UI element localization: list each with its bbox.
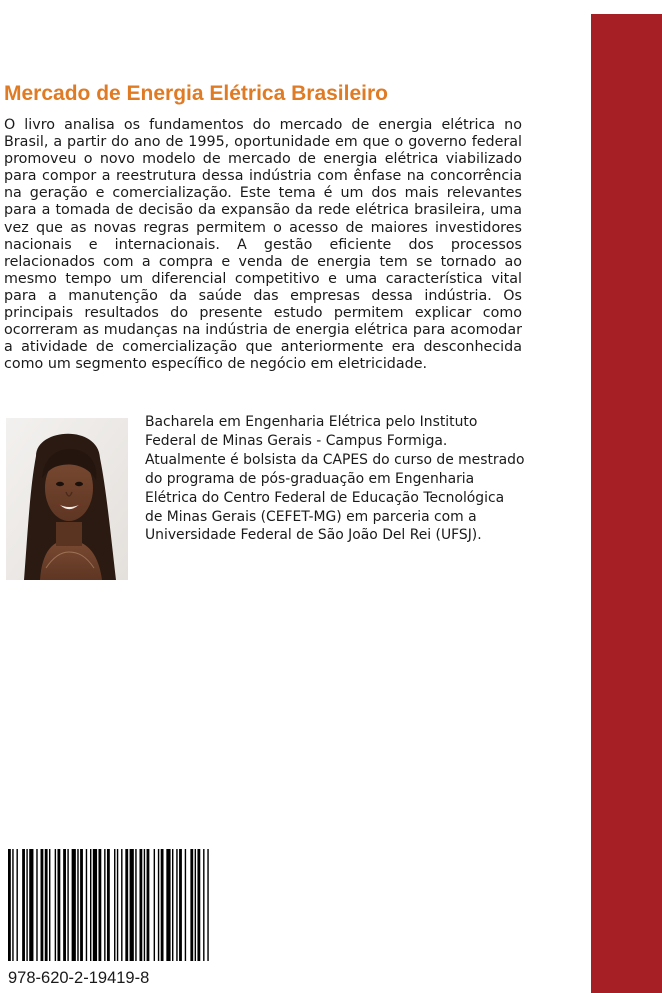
barcode-bar — [29, 849, 33, 961]
barcode-bar — [22, 849, 25, 961]
barcode-bar — [125, 849, 128, 961]
barcode-bar — [135, 849, 136, 961]
barcode-bar — [158, 849, 159, 961]
barcode-bar — [63, 849, 66, 961]
barcode-bar — [57, 849, 60, 961]
barcode-bar — [104, 849, 105, 961]
book-description: O livro analisa os fundamentos do mercado de energia elétrica no Brasil, a partir do ano de 1995, oportunidade em que o governo federal promoveu o novo modelo de mercado de energia elétrica viabilizado para compor a reestrutura dessa indústria com ênfase na concorrência na geração e comercialização. Este tema é um dos mais relevantes para a tomada de decisão da expansão da rede elétrica brasileira, uma vez que as novas regras permitem o acesso de maiores investidores nacionais e internacionais. A gestão eficiente dos processos relacionados com a compra e venda de energia tem se tornado ao mesmo tempo um diferencial competitivo e uma característica vital para a manutenção da saúde das empresas dessa indústria. Os principais resultados do presente estudo permitem explicar como ocorreram as mudanças na indústria de energia elétrica para acomodar a atividade de comercialização que anteriormente era desconhecida como um segmento específico de negócio em eletricidade. — [4, 117, 522, 373]
isbn-barcode — [8, 849, 213, 961]
barcode-bar — [12, 849, 13, 961]
barcode-bar — [203, 849, 204, 961]
barcode-bar — [90, 849, 91, 961]
barcode-bar — [139, 849, 142, 961]
barcode-bar — [8, 849, 11, 961]
barcode-bar — [147, 849, 150, 961]
author-photo — [6, 418, 128, 580]
barcode-bar — [179, 849, 182, 961]
barcode-bar — [195, 849, 196, 961]
barcode-bar — [117, 849, 118, 961]
barcode-bar — [114, 849, 115, 961]
barcode-bar — [144, 849, 145, 961]
barcode-bar — [197, 849, 200, 961]
barcode-bar — [80, 849, 83, 961]
barcode-bar — [45, 849, 48, 961]
barcode-bar — [154, 849, 155, 961]
author-bio: Bacharela em Engenharia Elétrica pelo Instituto Federal de Minas Gerais - Campus Formiga. Atualmente é bolsista da CAPES do curso de mestrado do programa de pós-graduação em Engenharia Elétrica do Centro Federal de Educação Tecnológica de Minas Gerais (CEFET-MG) em parceria com a Universidade Federal de São João Del Rei (UFSJ). — [145, 414, 525, 544]
barcode-bar — [16, 849, 17, 961]
spine-band — [591, 14, 662, 993]
top-margin — [0, 0, 662, 14]
barcode-bar — [77, 849, 78, 961]
barcode-bar — [207, 849, 208, 961]
barcode-bar — [93, 849, 97, 961]
barcode-bar — [172, 849, 173, 961]
barcode-bar — [190, 849, 193, 961]
book-title: Mercado de Energia Elétrica Brasileiro — [4, 82, 388, 105]
barcode-bar — [176, 849, 177, 961]
barcode-bar — [107, 849, 110, 961]
barcode-bar — [185, 849, 186, 961]
barcode-bar — [36, 849, 37, 961]
barcode-bar — [161, 849, 164, 961]
barcode-bar — [130, 849, 134, 961]
isbn-number: 978-620-2-19419-8 — [8, 969, 150, 987]
barcode-bar — [67, 849, 68, 961]
barcode-bar — [26, 849, 27, 961]
barcode-bar — [98, 849, 101, 961]
barcode-bar — [55, 849, 56, 961]
barcode-bar — [86, 849, 87, 961]
barcode-bar — [49, 849, 50, 961]
barcode-bar — [166, 849, 170, 961]
barcode-bar — [41, 849, 44, 961]
barcode-bar — [72, 849, 76, 961]
barcode-bar — [121, 849, 122, 961]
